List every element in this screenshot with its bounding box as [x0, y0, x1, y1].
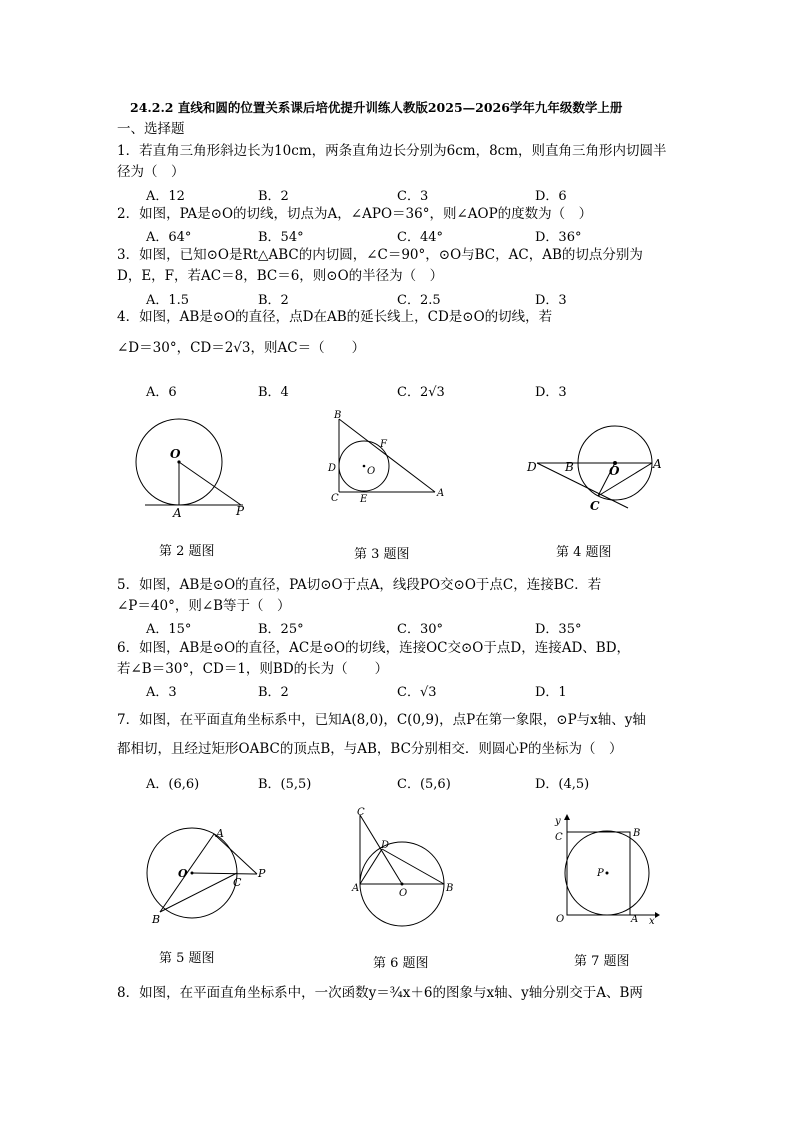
q2-line1: 2．如图，PA是⊙O的切线，切点为A，∠APO＝36°，则∠AOP的度数为（ ）: [117, 206, 593, 222]
caption-q3: 第 3 题图: [354, 547, 410, 562]
caption-q7: 第 7 题图: [574, 954, 630, 969]
caption-q5: 第 5 题图: [159, 951, 215, 966]
q3-option-b: B．2: [258, 293, 289, 308]
q7-line1: 7．如图，在平面直角坐标系中，已知A(8,0)，C(0,9)，点P在第一象限，⊙P与x轴、y轴: [117, 712, 646, 728]
q5-option-c: C．30°: [397, 622, 443, 637]
q4-option-b: B．4: [258, 385, 289, 400]
q7-line2: 都相切，且经过矩形OABC的顶点B，与AB，BC分别相交．则圆心P的坐标为（ ）: [117, 741, 623, 757]
fig7-label-b: B: [633, 828, 641, 839]
fig7-label-y: y: [555, 816, 561, 827]
q5-option-a: A．15°: [146, 622, 192, 637]
q3-option-c: C．2.5: [397, 293, 441, 308]
page-title: 24.2.2 直线和圆的位置关系课后培优提升训练人教版2025—2026学年九年级数学上册: [130, 100, 623, 115]
fig6-label-b: B: [446, 883, 454, 894]
q5-option-d: D．35°: [535, 622, 582, 637]
fig4-label-o: O: [609, 464, 620, 478]
figure-q7: [545, 812, 660, 930]
q6-option-d: D．1: [535, 685, 567, 700]
fig3-label-f: F: [380, 439, 387, 450]
fig6-label-o: O: [399, 888, 408, 899]
q2-option-b: B．54°: [258, 230, 304, 245]
fig5-label-o: O: [178, 867, 188, 880]
fig2-label-a: A: [173, 506, 182, 520]
fig2-label-p: P: [236, 504, 245, 518]
fig3-label-o: O: [367, 466, 376, 477]
q7-option-a: A．(6,6): [146, 777, 200, 792]
fig7-label-x: x: [649, 916, 655, 927]
q5-option-b: B．25°: [258, 622, 304, 637]
fig4-label-d: D: [527, 460, 537, 474]
caption-q6: 第 6 题图: [373, 956, 429, 971]
fig4-label-b: B: [565, 460, 574, 474]
fig4-label-a: A: [653, 457, 662, 471]
figure-q5: [140, 825, 275, 925]
q1-option-b: B．2: [258, 189, 289, 204]
fig3-label-e: E: [360, 494, 368, 505]
q3-option-a: A．1.5: [146, 293, 190, 308]
q3-option-d: D．3: [535, 293, 567, 308]
caption-q4: 第 4 题图: [556, 545, 612, 560]
fig3-label-d: D: [328, 463, 337, 474]
fig6-label-c: C: [357, 807, 365, 818]
q6-option-b: B．2: [258, 685, 289, 700]
fig6-label-d: D: [381, 840, 390, 851]
q1-option-c: C．3: [397, 189, 429, 204]
figure-q3: [323, 405, 453, 508]
fig5-label-a: A: [216, 827, 224, 840]
fig2-label-o: O: [170, 447, 181, 461]
q6-option-c: C．√3: [397, 685, 437, 700]
q6-line2: 若∠B＝30°，CD＝1，则BD的长为（ ）: [117, 661, 389, 677]
caption-q2: 第 2 题图: [159, 544, 215, 559]
q4-option-d: D．3: [535, 385, 567, 400]
fig7-label-a: A: [631, 914, 639, 925]
q1-option-a: A．12: [146, 189, 185, 204]
q8-line1: 8．如图，在平面直角坐标系中，一次函数y＝¾x＋6的图象与x轴、y轴分别交于A、B两: [117, 985, 643, 1001]
q2-option-c: C．44°: [397, 230, 443, 245]
q6-line1: 6．如图，AB是⊙O的直径，AC是⊙O的切线，连接OC交⊙O于点D，连接AD、BD，: [117, 640, 631, 656]
fig6-label-a: A: [352, 883, 360, 894]
q4-line2: ∠D＝30°，CD＝2√3，则AC＝（ ）: [117, 340, 366, 356]
q5-line1: 5．如图，AB是⊙O的直径，PA切⊙O于点A，线段PO交⊙O于点C，连接BC．若: [117, 577, 602, 593]
q6-option-a: A．3: [146, 685, 177, 700]
q3-line2: D，E，F，若AC＝8，BC＝6，则⊙O的半径为（ ）: [117, 268, 444, 284]
q1-line1: 1．若直角三角形斜边长为10cm，两条直角边长分别为6cm，8cm，则直角三角形内切圆半: [117, 143, 667, 159]
q1-line2: 径为（ ）: [117, 164, 185, 180]
fig7-label-c: C: [555, 832, 563, 843]
q7-option-b: B．(5,5): [258, 777, 312, 792]
q2-option-d: D．36°: [535, 230, 582, 245]
figure-q4: [525, 420, 675, 515]
fig3-label-c: C: [331, 493, 339, 504]
q1-option-d: D．6: [535, 189, 567, 204]
q2-option-a: A．64°: [146, 230, 192, 245]
fig3-label-b: B: [334, 410, 342, 421]
q5-line2: ∠P＝40°，则∠B等于（ ）: [117, 598, 291, 614]
q7-option-d: D．(4,5): [535, 777, 590, 792]
fig5-label-c: C: [233, 876, 242, 889]
q4-line1: 4．如图，AB是⊙O的直径，点D在AB的延长线上，CD是⊙O的切线，若: [117, 309, 553, 325]
fig4-label-c: C: [590, 499, 600, 513]
fig7-label-p: P: [597, 868, 604, 879]
fig5-label-b: B: [152, 913, 161, 925]
fig7-label-o: O: [556, 914, 565, 925]
q4-option-c: C．2√3: [397, 385, 445, 400]
figure-q2: [125, 415, 255, 523]
figure-q6: [345, 805, 457, 933]
q4-option-a: A．6: [146, 385, 177, 400]
fig5-label-p: P: [258, 867, 266, 880]
q7-option-c: C．(5,6): [397, 777, 451, 792]
fig3-label-a: A: [437, 488, 445, 499]
section-heading: 一、选择题: [117, 121, 185, 137]
q3-line1: 3．如图，已知⊙O是Rt△ABC的内切圆，∠C＝90°，⊙O与BC，AC，AB的切点分别为: [117, 247, 643, 263]
